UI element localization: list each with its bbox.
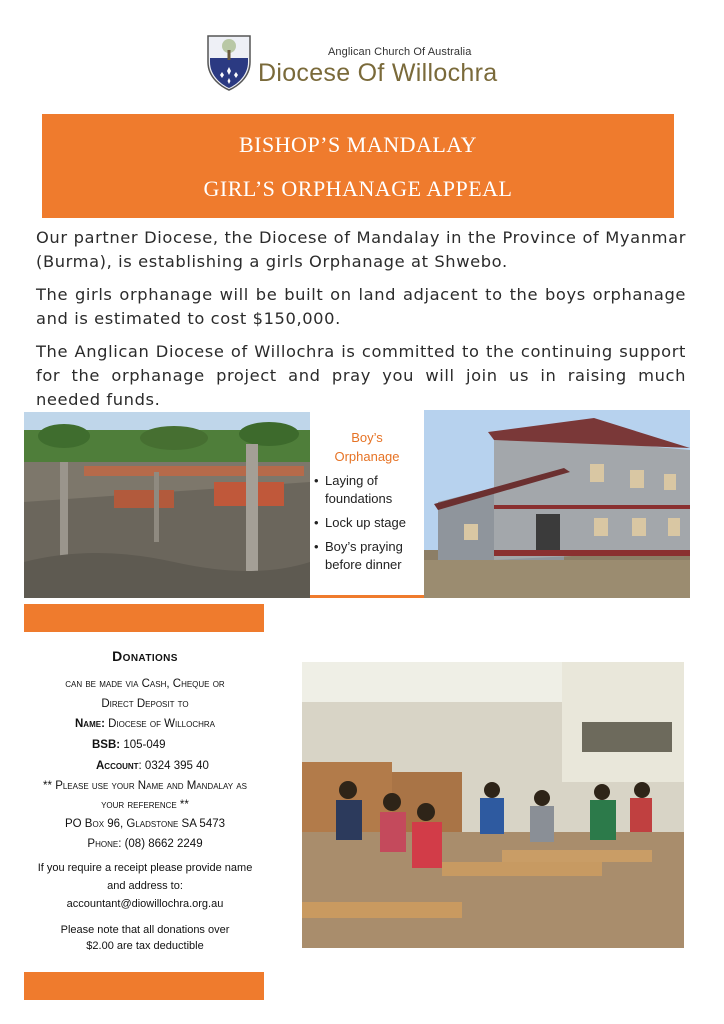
church-name-subtitle: Anglican Church Of Australia [328,46,472,58]
account-number: Account: 0324 395 40 [96,760,209,772]
callout-list [314,472,424,580]
intro-text [36,226,686,421]
po-box-address: PO Box 96, Gladstone SA 5473 [64,818,226,830]
orange-footer-bar [24,972,264,1000]
orange-divider-bar [24,604,264,632]
callout-title [310,428,424,466]
callout-title-line-2: Orphanage [334,449,400,464]
appeal-title-banner [42,114,674,218]
diocese-name-title: Diocese Of Willochra [258,59,498,87]
tax-note-line-2: $2.00 are tax deductible [86,940,204,952]
receipt-email: accountant@diowillochra.org.au [66,898,224,910]
list-item: • Boy’s praying before dinner [314,539,403,572]
boys-orphanage-callout [310,412,424,598]
intro-paragraph-2: The girls orphanage will be built on land adjacent to the boys orphanage and is estimated to cost $150,000. [36,285,686,328]
foundations-photo [24,412,310,598]
banner-line-1: BISHOP’S MANDALAY [238,132,478,157]
banner-line-2: GIRL’S ORPHANAGE APPEAL [203,176,513,201]
donations-methods-line-2: Direct Deposit to [101,698,189,710]
donations-methods-line-1: can be made via Cash, Cheque or [65,678,225,690]
list-item: • Lock up stage [314,515,406,530]
callout-title-line-1: Boy’s [351,430,383,445]
receipt-note-line-1: If you require a receipt please provide name [37,862,253,874]
intro-paragraph-1: Our partner Diocese, the Diocese of Mandalay in the Province of Myanmar (Burma), is establishing a girls Orphanage at Shwebo. [36,228,686,271]
tax-note-line-1: Please note that all donations over [60,924,230,936]
bullet-icon: • [314,473,319,488]
reference-note-line-1: ** Please use your Name and Mandalay as [43,780,247,792]
lock-up-stage-photo [424,410,690,598]
bullet-icon: • [314,515,319,530]
bsb-number: BSB: 105-049 [92,739,166,751]
receipt-note-line-2: and address to: [107,880,183,892]
diocese-shield-logo [206,34,252,92]
boys-praying-photo [302,662,684,948]
bullet-icon: • [314,539,319,554]
list-item: • Laying of foundations [314,473,393,506]
reference-note-line-2: your reference ** [101,799,189,811]
account-name: Name: Diocese of Willochra [74,718,216,730]
intro-paragraph-3: The Anglican Diocese of Willochra is committed to the continuing support for the orphanage project and pray you will join us in raising much needed funds. [36,342,686,409]
phone-number: Phone: (08) 8662 2249 [87,838,203,850]
donations-heading: Donations [112,648,178,664]
